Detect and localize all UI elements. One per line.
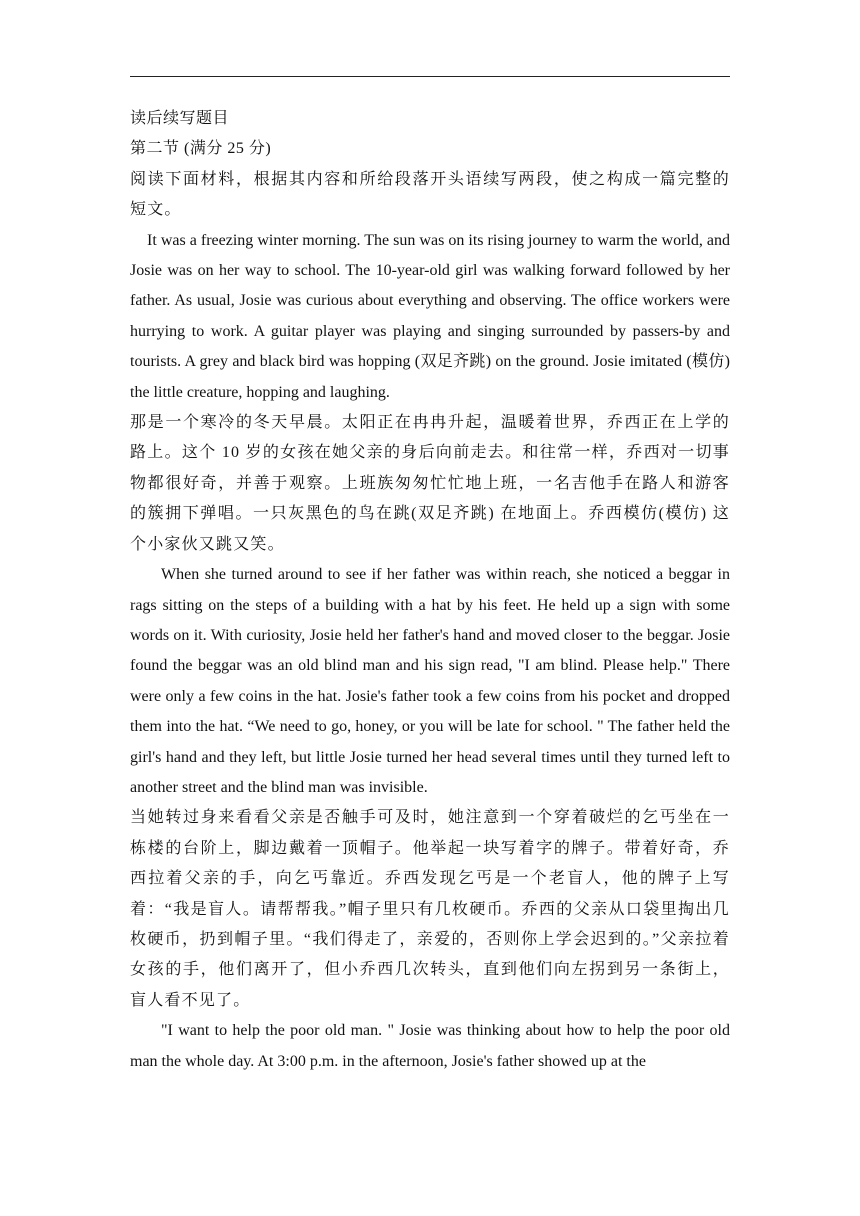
instruction-text: 阅读下面材料，根据其内容和所给段落开头语续写两段，使之构成一篇完整的短文。	[130, 170, 730, 219]
paragraph-1-english: It was a freezing winter morning. The sun was on its rising journey to warm the world, and Josie was on her way to school. The 10-year-old girl was walking forward followed by her father. As usual, Josie was curious about everything and observing. The office workers were hurrying to work. A guitar player was playing and singing surrounded by passers-by and tourists. A grey and black bird was hopping (双足齐跳) on the ground. Josie imitated (模仿) the little creature, hopping and laughing.	[130, 231, 730, 401]
paragraph-3-english: "I want to help the poor old man. " Josie was thinking about how to help the poor old man the whole day. At 3:00 p.m. in the afternoon, Josie's father showed up at the	[130, 1022, 730, 1070]
paragraph-1-chinese: 那是一个寒冷的冬天早晨。太阳正在冉冉升起，温暖着世界，乔西正在上学的路上。这个 10 岁的女孩在她父亲的身后向前走去。和往常一样，乔西对一切事物都很好奇，并善于观察。上班族匆匆忙忙地上班，一名吉他手在路人和游客的簇拥下弹唱。一只灰黑色的鸟在跳(双足齐跳) 在地面上。乔西模仿(模仿) 这个小家伙又跳又笑。	[130, 414, 730, 553]
paragraph-2-chinese: 当她转过身来看看父亲是否触手可及时，她注意到一个穿着破烂的乞丐坐在一栋楼的台阶上，脚边戴着一顶帽子。他举起一块写着字的牌子。带着好奇，乔西拉着父亲的手，向乞丐靠近。乔西发现乞丐是一个老盲人，他的牌子上写着：“我是盲人。请帮帮我。”帽子里只有几枚硬币。乔西的父亲从口袋里掏出几枚硬币，扔到帽子里。“我们得走了，亲爱的，否则你上学会迟到的。”父亲拉着女孩的手，他们离开了，但小乔西几次转头，直到他们向左拐到另一条街上，盲人看不见了。	[130, 809, 730, 1009]
section-heading: 第二节 (满分 25 分)	[130, 140, 272, 158]
paragraph-2-english: When she turned around to see if her father was within reach, she noticed a beggar in rags sitting on the steps of a building with a hat by his feet. He held up a sign with some words on it. With curiosity, Josie held her father's hand and moved closer to the beggar. Josie found the beggar was an old blind man and his sign read, "I am blind. Please help." There were only a few coins in the hat. Josie's father took a few coins from his pocket and dropped them into the hat. “We need to go, honey, or you will be late for school. " The father held the girl's hand and they left, but little Josie turned her head several times until they turned left to another street and the blind man was invisible.	[130, 566, 730, 796]
document-page	[130, 104, 730, 1077]
header-rule	[130, 76, 730, 77]
document-title: 读后续写题目	[130, 110, 230, 127]
